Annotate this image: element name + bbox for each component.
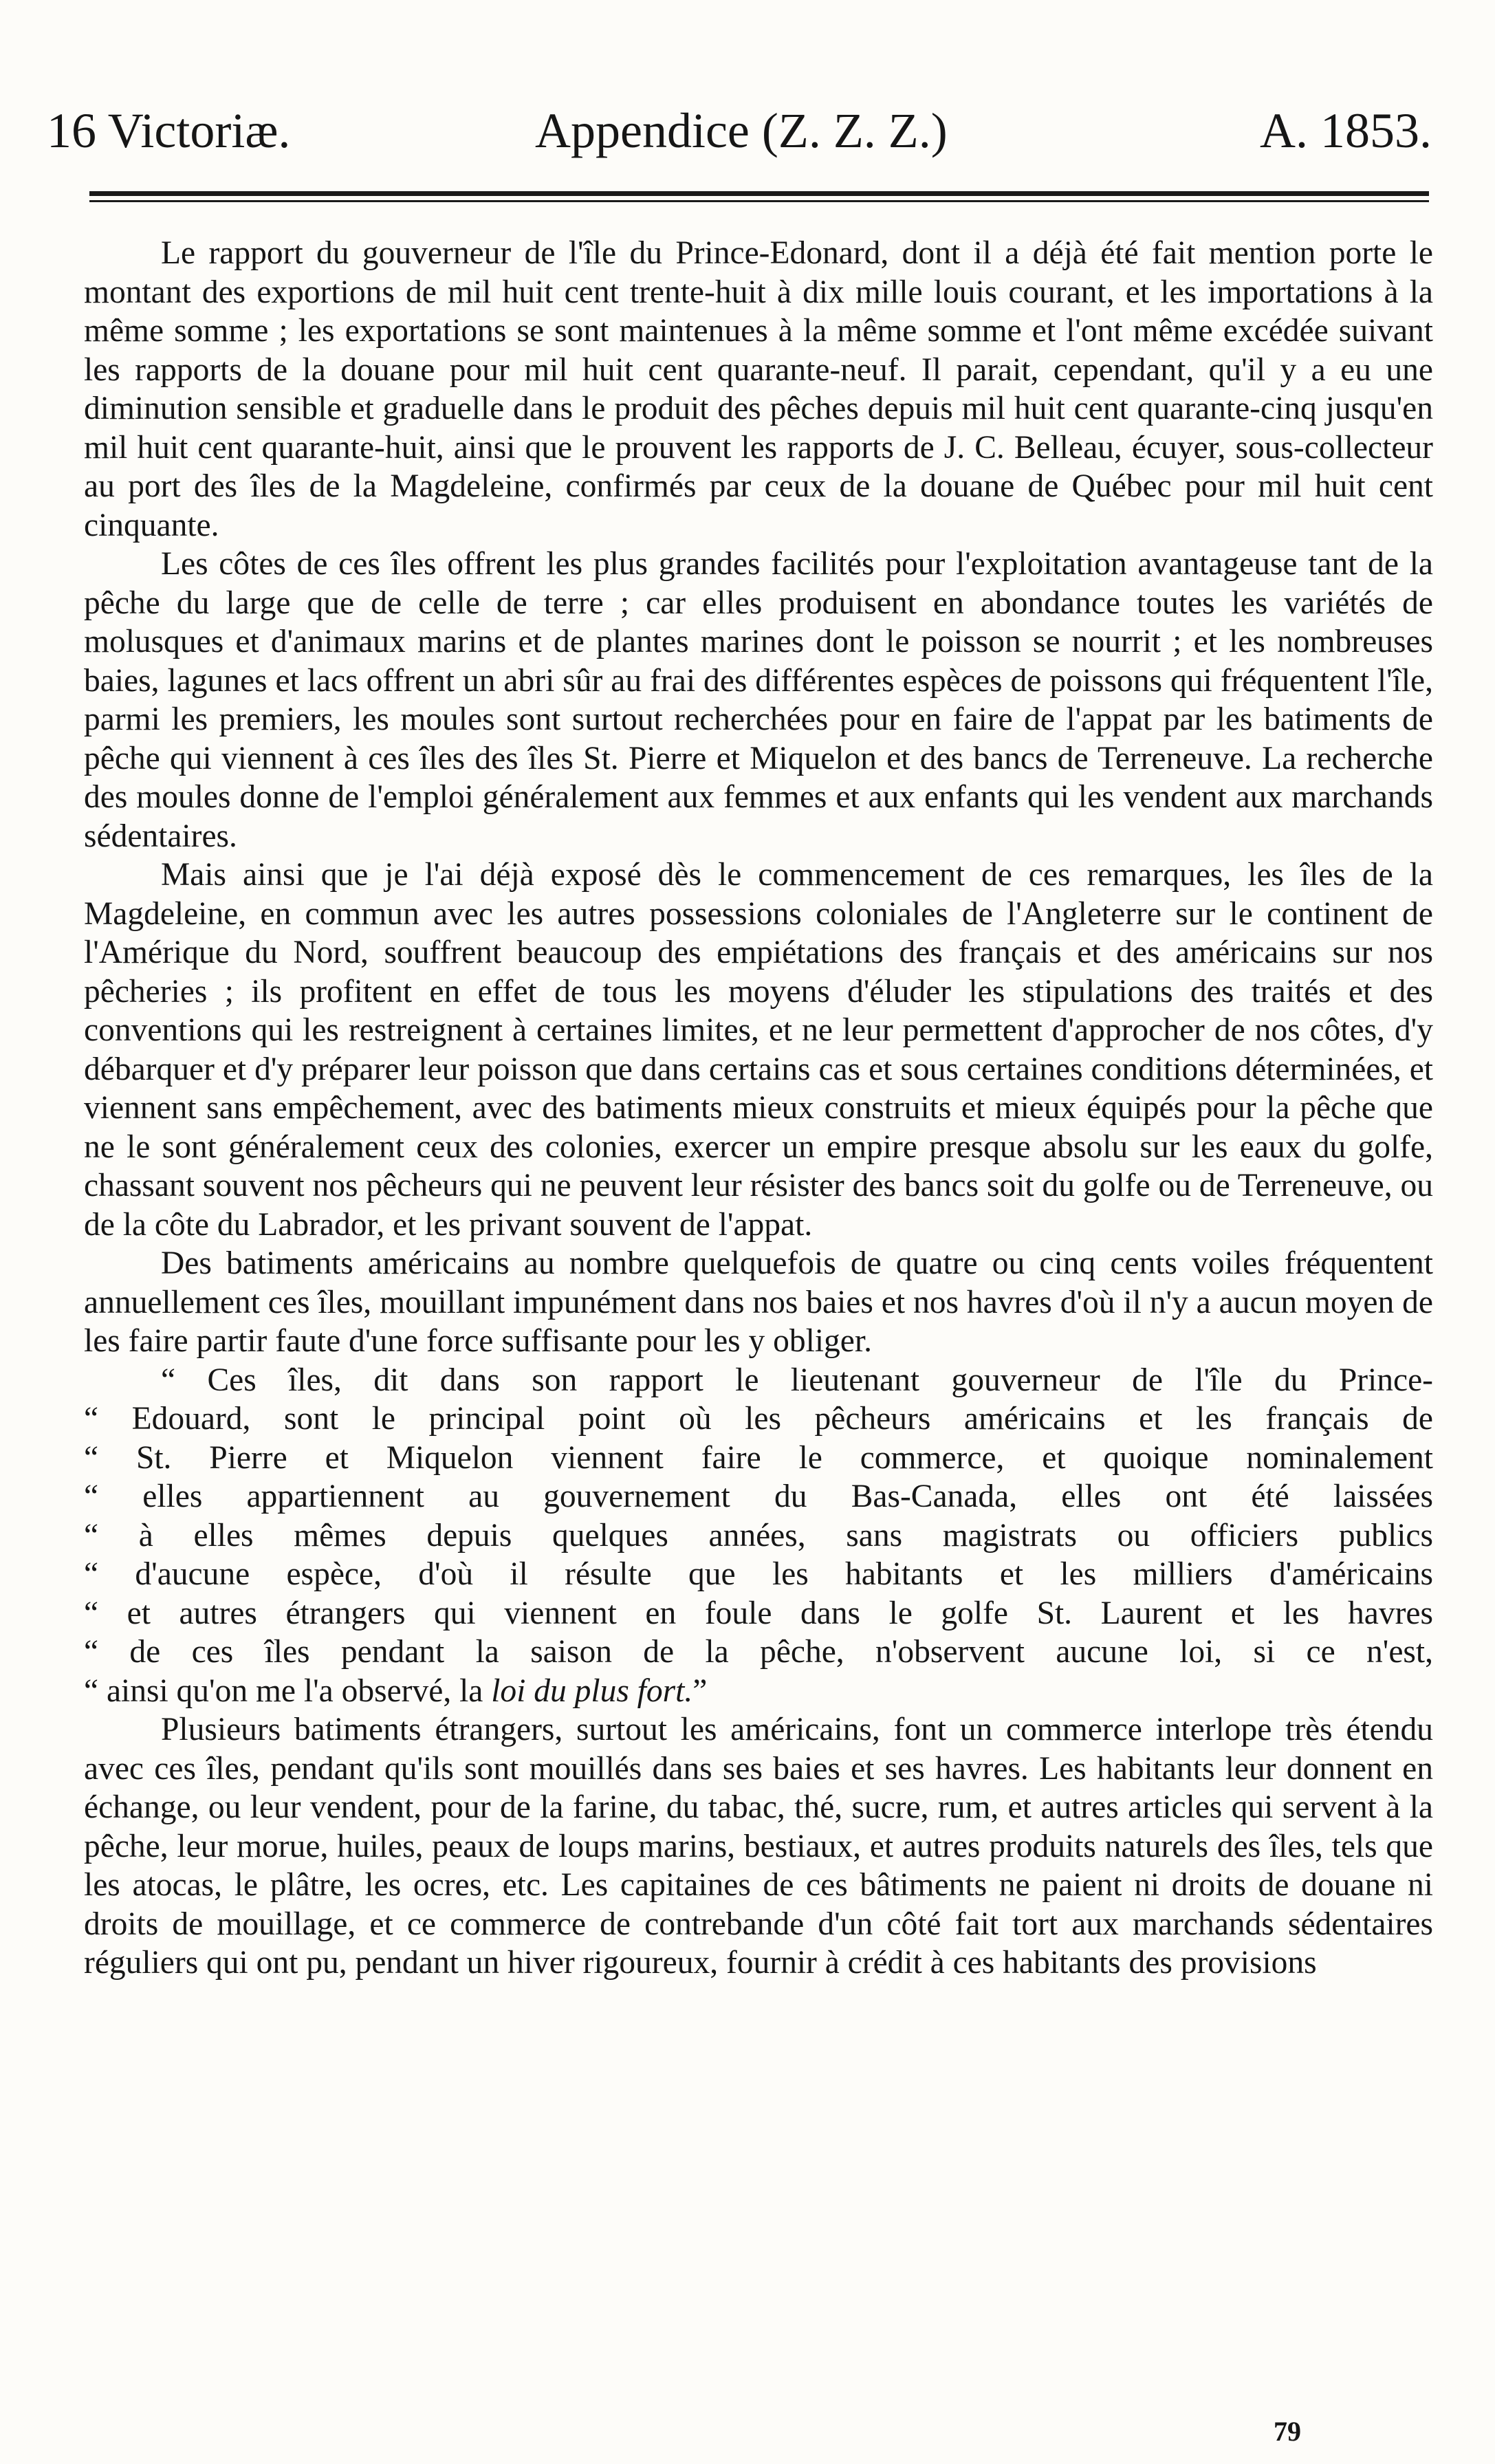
quoted-passage [84, 1361, 1433, 1711]
quote-line: “ elles appartiennent au gouvernement du Bas-Canada, elles ont été laissées [84, 1479, 1433, 1514]
quote-italic-phrase: loi du plus fort. [491, 1672, 693, 1709]
quote-line: “ de ces îles pendant la saison de la pêche, n'observent aucune loi, si ce n'est, [84, 1634, 1433, 1670]
paragraph-4: Des batiments américains au nombre quelquefois de quatre ou cinq cents voiles fréquentent annuellement ces îles, mouillant impunément dans nos baies et nos havres d'où il n'y a aucun moyen de les faire partir faute d'une force suffisante pour les y obliger. [84, 1245, 1433, 1359]
quote-close-mark: ” [692, 1672, 708, 1709]
paragraph-1: Le rapport du gouverneur de l'île du Prince-Edonard, dont il a déjà été fait mention porte le montant des exportions de mil huit cent trente-huit à dix mille louis courant, et les importations à la même somme ; les exportations se sont maintenues à la même somme et l'ont même excédée suivant les rapports de la douane pour mil huit cent quarante-neuf. Il parait, cependant, qu'il y a eu une diminution sensible et graduelle dans le produit des pêches depuis mil huit cent quarante-cinq jusqu'en mil huit cent quarante-huit, ainsi que le prouvent les rapports de J. C. Belleau, écuyer, sous-collecteur au port des îles de la Magdeleine, confirmés par ceux de la douane de Québec pour mil huit cent cinquante. [84, 235, 1433, 543]
quote-line: “ d'aucune espèce, d'où il résulte que les habitants et les milliers d'américains [84, 1556, 1433, 1592]
header-session: 16 Victoriæ. [47, 103, 291, 158]
quote-line: “ Edouard, sont le principal point où les pêcheurs américains et les français de [84, 1401, 1433, 1437]
header-rule-thin [89, 200, 1429, 202]
page-number: 79 [1274, 2416, 1301, 2447]
quote-line: “ à elles mêmes depuis quelques années, sans magistrats ou officiers publics [84, 1517, 1433, 1553]
paragraph-3: Mais ainsi que je l'ai déjà exposé dès le commencement de ces remarques, les îles de la Magdeleine, en commun avec les autres possessions coloniales de l'Angleterre sur le continent de l'Amérique du Nord, souffrent beaucoup des empiétations des français et des américains sur nos pêcheries ; ils profitent en effet de tous les moyens d'éluder les stipulations des traités et des conventions qui les restreignent à certaines limites, et ne leur permettent d'approcher de nos côtes, d'y débarquer et d'y préparer leur poisson que dans certains cas et sous certaines conditions déterminées, et viennent sans empêchement, avec des batiments mieux construits et mieux équipés pour la pêche que ne le sont généralement ceux des colonies, exercer un empire presque absolu sur les eaux du golfe, chassant souvent nos pêcheurs qui ne peuvent leur résister des bancs soit du golfe ou de Terreneuve, ou de la côte du Labrador, et les privant souvent de l'appat. [84, 857, 1433, 1243]
paragraph-5: Plusieurs batiments étrangers, surtout les américains, font un commerce interlope très étendu avec ces îles, pendant qu'ils sont mouillés dans ses baies et ses havres. Les habitants leur donnent en échange, ou leur vendent, pour de la farine, du tabac, thé, sucre, rum, et autres articles qui servent à la pêche, leur morue, huiles, peaux de loups marins, bestiaux, et autres produits naturels des îles, tels que les atocas, le plâtre, les ocres, etc. Les capitaines de ces bâtiments ne paient ni droits de douane ni droits de mouillage, et ce commerce de contrebande d'un côté fait tort aux marchands sédentaires réguliers qui ont pu, pendant un hiver rigoureux, fournir à crédit à ces habitants des provisions [84, 1712, 1433, 1981]
quote-last-start: “ ainsi qu'on me l'a observé, la [84, 1672, 492, 1709]
body-text [84, 234, 1433, 1983]
header-year: A. 1853. [1260, 103, 1432, 158]
quote-line: “ Ces îles, dit dans son rapport le lieutenant gouverneur de l'île du Prince- [161, 1362, 1433, 1398]
paragraph-2: Les côtes de ces îles offrent les plus grandes facilités pour l'exploitation avantageuse tant de la pêche du large que de celle de terre ; car elles produisent en abondance toutes les variétés de molusques et d'animaux marins et de plantes marines dont le poisson se nourrit ; et les nombreuses baies, lagunes et lacs offrent un abri sûr au frai des différentes espèces de poissons qui fréquentent l'île, parmi les premiers, les moules sont surtout recherchées pour en faire de l'appat par les batiments de pêche qui viennent à ces îles des îles St. Pierre et Miquelon et des bancs de Terreneuve. La recherche des moules donne de l'emploi généralement aux femmes et aux enfants qui les vendent aux marchands sédentaires. [84, 546, 1433, 854]
header-rule-thick [89, 191, 1429, 196]
header-title: Appendice (Z. Z. Z.) [535, 103, 948, 158]
page-header [47, 96, 1432, 165]
quote-line: “ St. Pierre et Miquelon viennent faire le commerce, et quoique nominalement [84, 1439, 1433, 1476]
quote-line-last [84, 1672, 1433, 1711]
quote-line: “ et autres étrangers qui viennent en foule dans le golfe St. Laurent et les havres [84, 1595, 1433, 1631]
